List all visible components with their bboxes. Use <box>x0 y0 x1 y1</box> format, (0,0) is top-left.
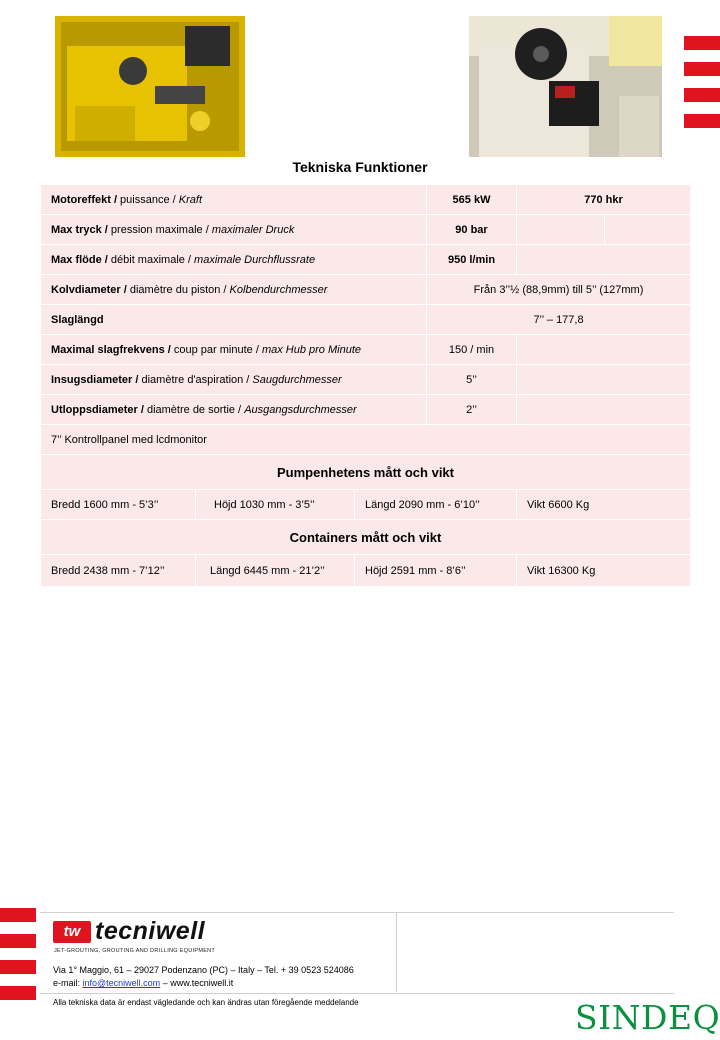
logo-wordmark: tecniwell <box>95 917 206 945</box>
spec-label: Motoreffekt / puissance / Kraft <box>41 185 427 215</box>
disclaimer-text: Alla tekniska data är endast vägledande och kan ändras utan föregående meddelande <box>53 998 359 1007</box>
spec-label: Utloppsdiameter / diamètre de sortie / Ausgangsdurchmesser <box>41 395 427 425</box>
spec-row-outlet <box>41 395 691 425</box>
email-link[interactable]: info@tecniwell.com <box>82 978 161 988</box>
watermark-text: SINDEQ <box>575 998 720 1037</box>
container-weight: Vikt 16300 Kg <box>517 555 691 587</box>
footer-divider <box>40 993 674 994</box>
spec-value: 90 bar <box>427 215 517 245</box>
control-panel-text: 7’’ Kontrollpanel med lcdmonitor <box>41 425 691 455</box>
spec-row-inlet <box>41 365 691 395</box>
document-title: Tekniska Funktioner <box>292 159 428 175</box>
pump-unit-photo <box>55 16 245 157</box>
pump-unit-heading: Pumpenhetens mått och vikt <box>41 455 691 490</box>
spec-row-frequency <box>41 335 691 365</box>
pump-unit-measurements <box>41 490 691 520</box>
decorative-red-bars-top <box>684 36 720 140</box>
spec-label: Maximal slagfrekvens / coup par minute / max Hub pro Minute <box>41 335 427 365</box>
spec-value: 5’’ <box>427 365 517 395</box>
spec-row-piston <box>41 275 691 305</box>
spec-row-flow <box>41 245 691 275</box>
container-length: Längd 6445 mm - 21’2’’ <box>196 555 355 587</box>
pump-height: Höjd 1030 mm - 3’5’’ <box>196 490 355 520</box>
spec-label: Slaglängd <box>41 305 427 335</box>
pump-width: Bredd 1600 mm - 5’3’’ <box>41 490 196 520</box>
spec-value: 2’’ <box>427 395 517 425</box>
spec-row-motor <box>41 185 691 215</box>
pump-weight: Vikt 6600 Kg <box>517 490 691 520</box>
spec-label: Insugsdiameter / diamètre d'aspiration / Saugdurchmesser <box>41 365 427 395</box>
container-width: Bredd 2438 mm - 7’12’’ <box>41 555 196 587</box>
pump-machine-photo <box>469 16 662 157</box>
spec-label: Kolvdiameter / diamètre du piston / Kolbendurchmesser <box>41 275 427 305</box>
logo-tagline: JET-GROUTING, GROUTING AND DRILLING EQUIPMENT <box>54 948 216 954</box>
spec-label: Max tryck / pression maximale / maximaler Druck <box>41 215 427 245</box>
container-heading-row <box>41 520 691 555</box>
contact-line: e-mail: info@tecniwell.com – www.tecniwell.it <box>53 978 234 988</box>
spec-value: Från 3’’½ (88,9mm) till 5’’ (127mm) <box>427 275 691 305</box>
control-panel-row <box>41 425 691 455</box>
container-measurements <box>41 555 691 587</box>
spec-value: 150 / min <box>427 335 517 365</box>
spec-value: 7’’ – 177,8 <box>427 305 691 335</box>
company-address <box>53 964 354 990</box>
spec-row-stroke <box>41 305 691 335</box>
spec-label: Max flöde / débit maximale / maximale Durchflussrate <box>41 245 427 275</box>
footer-vertical-divider <box>396 912 397 992</box>
container-heading: Containers mått och vikt <box>41 520 691 555</box>
spec-row-pressure <box>41 215 691 245</box>
spec-value: 950 l/min <box>427 245 517 275</box>
pump-unit-heading-row <box>41 455 691 490</box>
spec-value-2: 770 hkr <box>517 185 691 215</box>
container-height: Höjd 2591 mm - 8’6’’ <box>355 555 517 587</box>
decorative-red-bars-bottom <box>0 908 36 1012</box>
spec-table <box>40 184 691 587</box>
address-line: Via 1° Maggio, 61 – 29027 Podenzano (PC) – Italy – Tel. + 39 0523 524086 <box>53 965 354 975</box>
logo-mark: tw <box>53 921 91 943</box>
company-logo <box>53 917 205 946</box>
spec-value: 565 kW <box>427 185 517 215</box>
pump-length: Längd 2090 mm - 6’10’’ <box>355 490 517 520</box>
footer-divider <box>40 912 674 913</box>
